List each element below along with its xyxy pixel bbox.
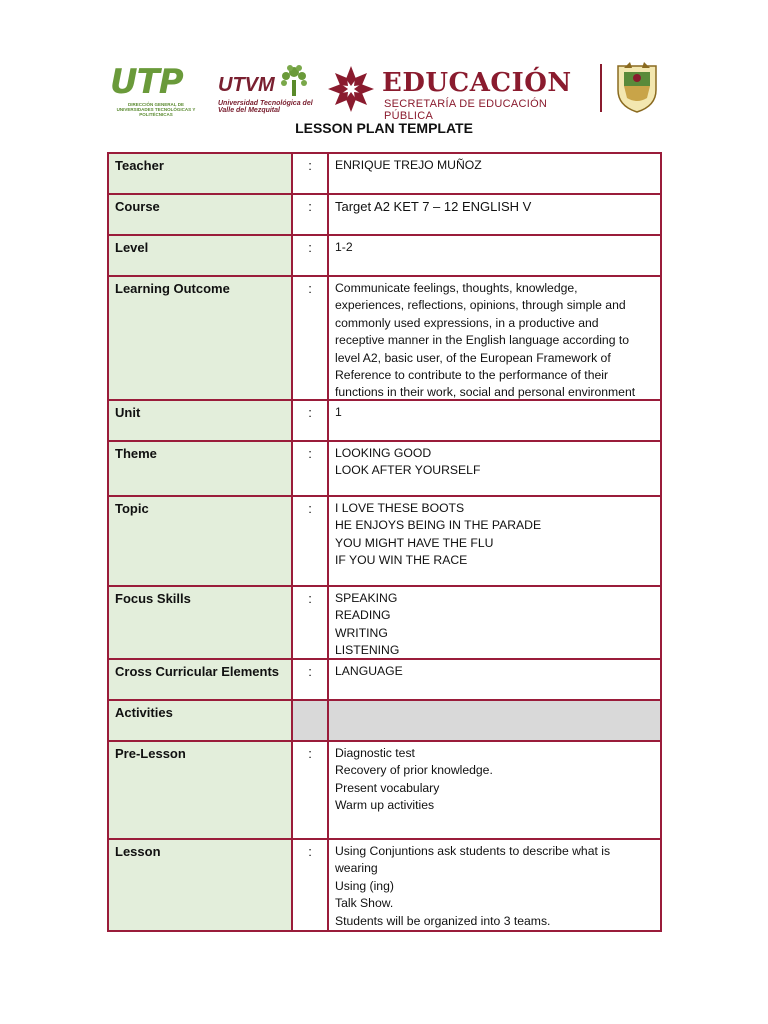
row-colon xyxy=(293,701,329,740)
value-line: commonly used expressions, in a productive and xyxy=(335,315,599,330)
table-row xyxy=(109,195,660,236)
utvm-logo xyxy=(218,62,314,116)
logo-header xyxy=(0,60,768,120)
value-line: Talk Show. xyxy=(335,896,394,911)
value-line: Warm up activities xyxy=(335,798,435,813)
value-line: HE ENJOYS BEING IN THE PARADE xyxy=(335,518,542,533)
table-row xyxy=(109,277,660,401)
row-label: Topic xyxy=(109,497,293,585)
value-line: Recovery of prior knowledge. xyxy=(335,763,493,778)
utp-logo-subtitle: DIRECCIÓN GENERAL DE UNIVERSIDADES TECNOLÓGICAS Y POLITÉCNICAS xyxy=(116,102,196,117)
row-label: Pre-Lesson xyxy=(109,742,293,838)
row-colon: : xyxy=(293,497,329,585)
row-label: Lesson xyxy=(109,840,293,930)
table-row xyxy=(109,701,660,742)
educacion-subtitle: SECRETARÍA DE EDUCACIÓN PÚBLICA xyxy=(384,98,548,122)
row-label: Unit xyxy=(109,401,293,440)
row-colon: : xyxy=(293,840,329,930)
value-line: Communicate feelings, thoughts, knowledge, xyxy=(335,281,578,295)
value-line: receptive manner in the English language according to xyxy=(335,333,630,348)
value-line: LOOK AFTER YOURSELF xyxy=(335,463,481,478)
page-title: LESSON PLAN TEMPLATE xyxy=(295,120,473,136)
value-line: IF YOU WIN THE RACE xyxy=(335,553,468,568)
value-line: Diagnostic test xyxy=(335,746,415,760)
row-colon: : xyxy=(293,236,329,275)
utvm-logo-letters: UTVM xyxy=(218,74,275,96)
table-row xyxy=(109,840,660,930)
value-line: Using Conjuntions ask students to describe what is xyxy=(335,844,611,858)
state-seal-icon xyxy=(614,60,660,116)
row-colon: : xyxy=(293,742,329,838)
lesson-plan-table xyxy=(107,152,662,932)
row-value xyxy=(329,840,660,930)
row-colon: : xyxy=(293,401,329,440)
row-colon: : xyxy=(293,195,329,234)
row-colon: : xyxy=(293,587,329,658)
educacion-title: EDUCACIÓN xyxy=(382,68,572,98)
table-row xyxy=(109,742,660,840)
row-colon: : xyxy=(293,154,329,193)
value-line: level A2, basic user, of the European Framework of xyxy=(335,350,611,365)
value-line: Using (ing) xyxy=(335,878,394,893)
row-value xyxy=(329,154,660,193)
row-colon: : xyxy=(293,277,329,399)
row-label: Teacher xyxy=(109,154,293,193)
row-label: Activities xyxy=(109,701,293,740)
row-label: Course xyxy=(109,195,293,234)
row-value xyxy=(329,401,660,440)
value-line: READING xyxy=(335,608,391,623)
table-row xyxy=(109,497,660,587)
row-label: Theme xyxy=(109,442,293,495)
row-label: Focus Skills xyxy=(109,587,293,658)
value-line: Students will be organized into 3 teams. xyxy=(335,913,551,928)
row-value xyxy=(329,442,660,495)
row-value xyxy=(329,701,660,740)
value-line: wearing xyxy=(335,861,378,876)
utvm-logo-subtitle: Universidad Tecnológica del Valle del Mezquital xyxy=(218,100,313,114)
row-value xyxy=(329,277,660,399)
value-line: SPEAKING xyxy=(335,591,398,605)
row-label: Cross Curricular Elements xyxy=(109,660,293,699)
value-line: experiences, reflections, opinions, through simple and xyxy=(335,298,626,313)
table-row xyxy=(109,154,660,195)
row-value xyxy=(329,742,660,838)
row-value xyxy=(329,195,660,234)
table-row xyxy=(109,442,660,497)
table-row xyxy=(109,236,660,277)
row-label: Learning Outcome xyxy=(109,277,293,399)
value-line: Present vocabulary xyxy=(335,780,440,795)
value-line: LOOKING GOOD xyxy=(335,446,432,460)
value-line: LISTENING xyxy=(335,643,400,658)
value-line: I LOVE THESE BOOTS xyxy=(335,501,465,515)
row-value xyxy=(329,660,660,699)
utp-logo xyxy=(110,62,202,116)
table-row xyxy=(109,401,660,442)
tree-icon xyxy=(276,62,312,98)
star-emblem-icon xyxy=(326,64,376,114)
row-colon: : xyxy=(293,660,329,699)
table-row xyxy=(109,660,660,701)
value-line: 1 xyxy=(335,405,342,419)
utp-logo-letters: UTP xyxy=(110,62,183,102)
row-value xyxy=(329,236,660,275)
row-value xyxy=(329,497,660,585)
value-line: Reference to contribute to the performance of their xyxy=(335,368,609,383)
value-line: ENRIQUE TREJO MUÑOZ xyxy=(335,158,482,172)
educacion-logo xyxy=(326,64,576,122)
logo-divider xyxy=(600,64,602,112)
value-line: YOU MIGHT HAVE THE FLU xyxy=(335,535,494,550)
value-line: Target A2 KET 7 – 12 ENGLISH V xyxy=(335,199,532,214)
value-line: WRITING xyxy=(335,625,388,640)
value-line: LANGUAGE xyxy=(335,664,403,678)
row-value xyxy=(329,587,660,658)
row-label: Level xyxy=(109,236,293,275)
table-row xyxy=(109,587,660,660)
row-colon: : xyxy=(293,442,329,495)
value-line: 1-2 xyxy=(335,240,353,254)
value-line: functions in their work, social and personal environment xyxy=(335,385,636,400)
